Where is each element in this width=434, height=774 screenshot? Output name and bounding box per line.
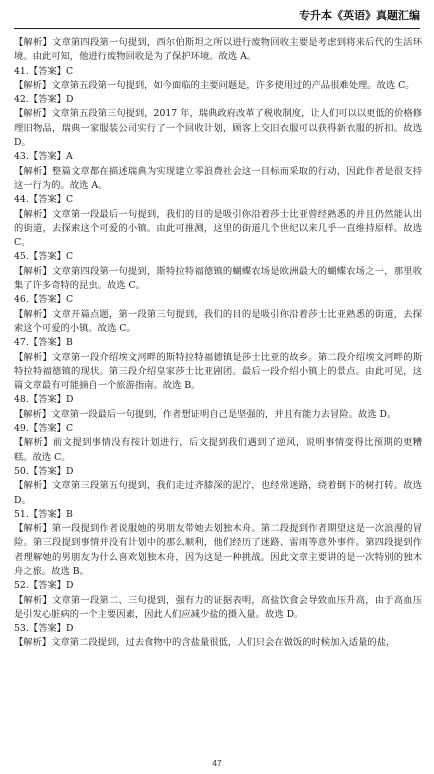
answer-line: 50.【答案】D bbox=[14, 465, 74, 477]
paragraph: 【解析】文章第五段第一句提到，如今面临的主要问题是，许多使用过的产品很难处理。故选 C。 bbox=[14, 79, 415, 91]
paragraph: 【解析】整篇文章都在描述瑞典为实现建立零浪费社会这一目标而采取的行动，因此作者是很支持这一行为的。故选 A。 bbox=[14, 165, 422, 191]
answer-line: 44.【答案】C bbox=[14, 194, 74, 206]
page-header bbox=[14, 6, 420, 29]
paragraph: 【解析】文章第一段第二、三句提到，强有力的证据表明，高盐饮食会导致血压升高，由于高血压是引发心脏病的一个主要因素，因此人们应减少盐的摄入量。故选 D。 bbox=[14, 594, 422, 620]
paragraph: 【解析】文章第二段提到，过去食物中的含盐量很低，人们只会在做饭的时候加入适量的盐， bbox=[14, 637, 396, 649]
answer-line: 52.【答案】D bbox=[14, 580, 74, 592]
page-number: 47 bbox=[212, 758, 222, 768]
answer-line: 51.【答案】B bbox=[14, 508, 73, 520]
answer-line: 45.【答案】C bbox=[14, 251, 74, 263]
paragraph: 【解析】文章第三段第五句提到，我们走过齐膝深的泥泞，也经常迷路，绕着倒下的树打转。故选 D。 bbox=[14, 480, 422, 506]
paragraph: 【解析】文章开篇点题，第一段第三句提到，我们的目的是吸引你沿着莎士比亚熟悉的街道，去探索这个可爱的小镇。故选 C。 bbox=[14, 308, 422, 334]
answer-line: 43.【答案】A bbox=[14, 151, 73, 163]
answer-explanations bbox=[14, 36, 422, 748]
paragraph: 【解析】文章第四段第一句提到，斯特拉特福德镇的蝴蝶农场是欧洲最大的蝴蝶农场之一，那里收集了许多奇特的昆虫。故选 C。 bbox=[14, 265, 422, 292]
answer-line: 47.【答案】B bbox=[14, 337, 73, 349]
answer-line: 53.【答案】D bbox=[14, 623, 74, 635]
paragraph: 【解析】文章第四段第一句提到，西尔伯斯坦之所以进行废物回收主要是考虑到将来后代的生活环境。由此可知，他进行废物回收是为了保护环境。故选 A。 bbox=[14, 37, 422, 63]
paragraph: 【解析】文章第一段介绍埃文河畔的斯特拉特福德镇是莎士比亚的故乡。第二段介绍埃文河畔的斯特拉特福德镇的现状。第三段介绍皇家莎士比亚剧团。最后一段介绍小镇上的景点。由此可见，这篇文章最有可能摘自一个旅游指南。故选 B。 bbox=[14, 351, 422, 392]
paragraph: 【解析】前文提到事情没有按计划进行，后文提到我们遇到了逆风，说明事情变得比预期的更糟糕。故选 C。 bbox=[14, 437, 422, 463]
answer-line: 42.【答案】D bbox=[14, 94, 74, 106]
header-title: 专升本《英语》真题汇编 bbox=[299, 9, 420, 22]
paragraph: 【解析】第一段提到作者说服她的男朋友带她去划独木舟。第二段提到作者期望这是一次浪漫的冒险。第三段提到事情并没有计划中的那么顺利，他们经历了迷路、雷雨等意外事件。第四段提到作者理解她的男朋友为什么喜欢划独木舟，因为这是一种挑战。因此文章主要讲的是一次特别的独木舟之旅。故选 B。 bbox=[14, 523, 422, 577]
answer-line: 48.【答案】D bbox=[14, 394, 74, 406]
answer-line: 46.【答案】C bbox=[14, 294, 74, 306]
answer-line: 49.【答案】C bbox=[14, 423, 74, 435]
paragraph: 【解析】文章第一段最后一句提到，我们的目的是吸引你沿着莎士比亚曾经熟悉的并且仍然能认出的街道，去探索这个可爱的小镇。由此可推测，这里的街道几个世纪以来几乎一直维持原样。故选 C。 bbox=[14, 208, 422, 249]
paragraph: 【解析】文章第一段最后一句提到，作者想证明自己是坚强的，并且有能力去冒险。故选 D。 bbox=[14, 408, 397, 420]
paragraph: 【解析】文章第五段第三句提到，2017 年，瑞典政府改革了税收制度，让人们可以以更低的价格修理旧物品，瑞典一家服装公司实行了一个回收计划，顾客上交旧衣服可以获得新衣服的折扣。故选 D。 bbox=[14, 108, 422, 149]
answer-line: 41.【答案】C bbox=[14, 65, 74, 77]
